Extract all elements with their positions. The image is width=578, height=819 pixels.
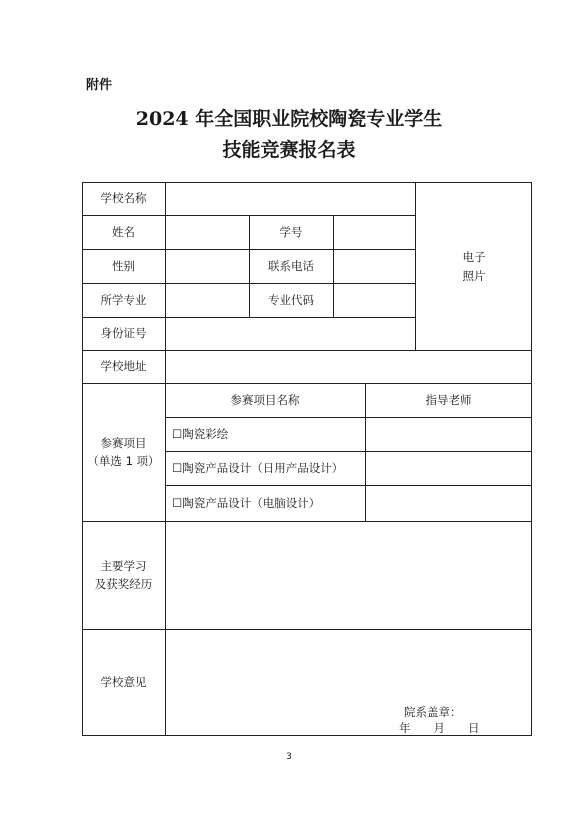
experience-label-line2: 及获奖经历 bbox=[94, 577, 153, 591]
id-number-field[interactable] bbox=[166, 318, 415, 350]
gender-label: 性别 bbox=[112, 258, 135, 273]
event-option-painting[interactable]: ☐陶瓷彩绘 bbox=[172, 426, 229, 441]
name-field[interactable] bbox=[166, 216, 249, 249]
photo-box[interactable] bbox=[416, 183, 532, 350]
photo-label-line2: 照片 bbox=[462, 268, 486, 283]
school-name-field[interactable] bbox=[166, 183, 415, 215]
experience-label-line1: 主要学习 bbox=[100, 558, 147, 573]
school-address-label: 学校地址 bbox=[100, 359, 147, 374]
school-opinion-label: 学校意见 bbox=[100, 675, 147, 690]
event-option-daily-product-design[interactable]: ☐陶瓷产品设计（日用产品设计） bbox=[172, 460, 344, 475]
student-id-label: 学号 bbox=[279, 224, 303, 239]
department-stamp-label: 院系盖章： bbox=[404, 705, 462, 719]
phone-label: 联系电话 bbox=[268, 258, 314, 273]
major-label: 所学专业 bbox=[100, 292, 147, 307]
advisor-field-painting[interactable] bbox=[366, 418, 532, 451]
student-id-field[interactable] bbox=[334, 216, 415, 249]
attachment-label: 附件 bbox=[86, 78, 113, 93]
experience-field[interactable] bbox=[166, 522, 532, 629]
advisor-header: 指导老师 bbox=[425, 392, 472, 407]
phone-field[interactable] bbox=[334, 250, 415, 283]
event-label bbox=[82, 383, 165, 521]
form-title-line1: 2024 年全国职业院校陶瓷专业学生 bbox=[135, 108, 443, 130]
major-field[interactable] bbox=[166, 284, 249, 317]
event-label-line2: （单选 1 项） bbox=[87, 454, 160, 468]
event-option-computer-design[interactable]: ☐陶瓷产品设计（电脑设计） bbox=[172, 495, 321, 510]
page-number: 3 bbox=[286, 752, 292, 762]
photo-label-line1: 电子 bbox=[462, 250, 486, 265]
event-label-line1: 参赛项目 bbox=[100, 435, 147, 450]
experience-label bbox=[82, 521, 165, 629]
gender-field[interactable] bbox=[166, 250, 249, 283]
name-label: 姓名 bbox=[112, 224, 135, 239]
event-name-header: 参赛项目名称 bbox=[230, 392, 300, 407]
school-name-label: 学校名称 bbox=[100, 191, 147, 206]
school-address-field[interactable] bbox=[166, 351, 532, 383]
major-code-field[interactable] bbox=[334, 284, 415, 317]
advisor-field-computer-design[interactable] bbox=[366, 486, 532, 521]
major-code-label: 专业代码 bbox=[268, 292, 314, 307]
advisor-field-daily-product-design[interactable] bbox=[366, 452, 532, 485]
id-number-label: 身份证号 bbox=[100, 326, 147, 341]
signature-date: 年 月 日 bbox=[399, 721, 480, 735]
form-title-line2: 技能竞赛报名表 bbox=[222, 139, 356, 161]
